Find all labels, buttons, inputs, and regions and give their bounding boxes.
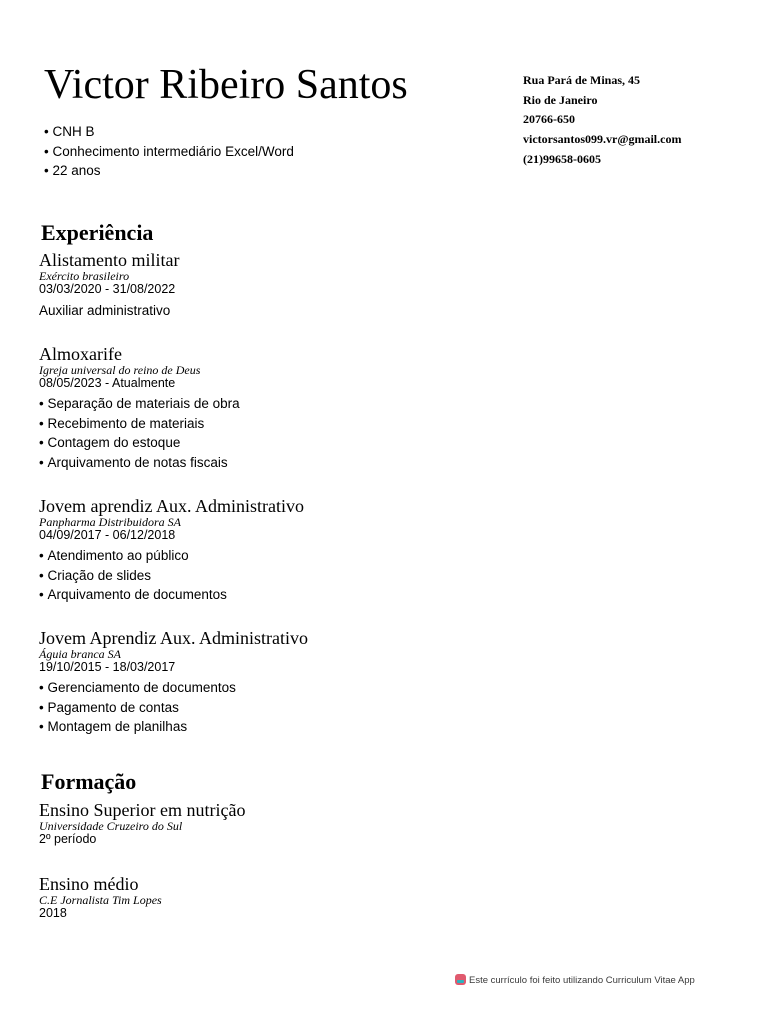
bullet-item: • Pagamento de contas — [39, 698, 308, 718]
entry-title: Ensino Superior em nutrição — [39, 800, 246, 820]
footer-text: Este currículo foi feito utilizando Curriculum Vitae App — [469, 975, 695, 986]
entry-date: 19/10/2015 - 18/03/2017 — [39, 660, 176, 674]
summary-item: • Conhecimento intermediário Excel/Word — [44, 142, 294, 162]
experience-entry — [39, 250, 179, 321]
summary-list — [44, 122, 294, 181]
entry-title: Ensino médio — [39, 874, 139, 894]
entry-bullets — [39, 394, 240, 472]
entry-organization: Igreja universal do reino de Deus — [39, 363, 201, 377]
bullet-item: • Criação de slides — [39, 566, 304, 586]
contact-zip: 20766-650 — [523, 112, 575, 127]
bullet-item: • Montagem de planilhas — [39, 717, 308, 737]
contact-address: Rua Pará de Minas, 45 — [523, 73, 640, 87]
entry-date: 03/03/2020 - 31/08/2022 — [39, 282, 176, 296]
app-logo-icon — [455, 974, 466, 985]
entry-date: 08/05/2023 - Atualmente — [39, 376, 176, 390]
experience-entry — [39, 344, 240, 472]
entry-organization: Exército brasileiro — [39, 269, 130, 283]
bullet-item: • Contagem do estoque — [39, 433, 240, 453]
entry-description: Auxiliar administrativo — [39, 303, 171, 318]
bullet-item: • Atendimento ao público — [39, 546, 304, 566]
education-heading: Formação — [41, 769, 137, 794]
entry-organization: Panpharma Distribuidora SA — [39, 515, 182, 529]
entry-bullets — [39, 678, 308, 737]
bullet-item: • Gerenciamento de documentos — [39, 678, 308, 698]
contact-phone: (21)99658-0605 — [523, 151, 601, 166]
bullet-item: • Arquivamento de notas fiscais — [39, 453, 240, 473]
entry-date: 2º período — [39, 832, 97, 846]
entry-organization: Águia branca SA — [39, 647, 121, 661]
entry-title: Alistamento militar — [39, 250, 180, 270]
entry-title: Almoxarife — [39, 344, 122, 364]
entry-date: 2018 — [39, 906, 67, 920]
experience-entry — [39, 628, 308, 737]
entry-title: Jovem aprendiz Aux. Administrativo — [39, 496, 304, 516]
bullet-item: • Arquivamento de documentos — [39, 585, 304, 605]
summary-item: • CNH B — [44, 122, 294, 142]
bullet-item: • Separação de materiais de obra — [39, 394, 240, 414]
contact-email[interactable]: victorsantos099.vr@gmail.com — [523, 132, 682, 147]
entry-date: 04/09/2017 - 06/12/2018 — [39, 528, 176, 542]
education-entry — [39, 800, 245, 846]
experience-heading: Experiência — [41, 220, 154, 245]
contact-block — [523, 71, 681, 170]
entry-bullets — [39, 546, 304, 605]
candidate-name: Victor Ribeiro Santos — [44, 62, 408, 108]
footer-note — [455, 974, 695, 986]
entry-organization: C.E Jornalista Tim Lopes — [39, 893, 162, 907]
bullet-item: • Recebimento de materiais — [39, 414, 240, 434]
contact-city: Rio de Janeiro — [523, 92, 598, 107]
experience-entry — [39, 496, 304, 605]
summary-item: • 22 anos — [44, 161, 294, 181]
entry-organization: Universidade Cruzeiro do Sul — [39, 819, 183, 833]
entry-title: Jovem Aprendiz Aux. Administrativo — [39, 628, 308, 648]
education-entry — [39, 874, 162, 920]
